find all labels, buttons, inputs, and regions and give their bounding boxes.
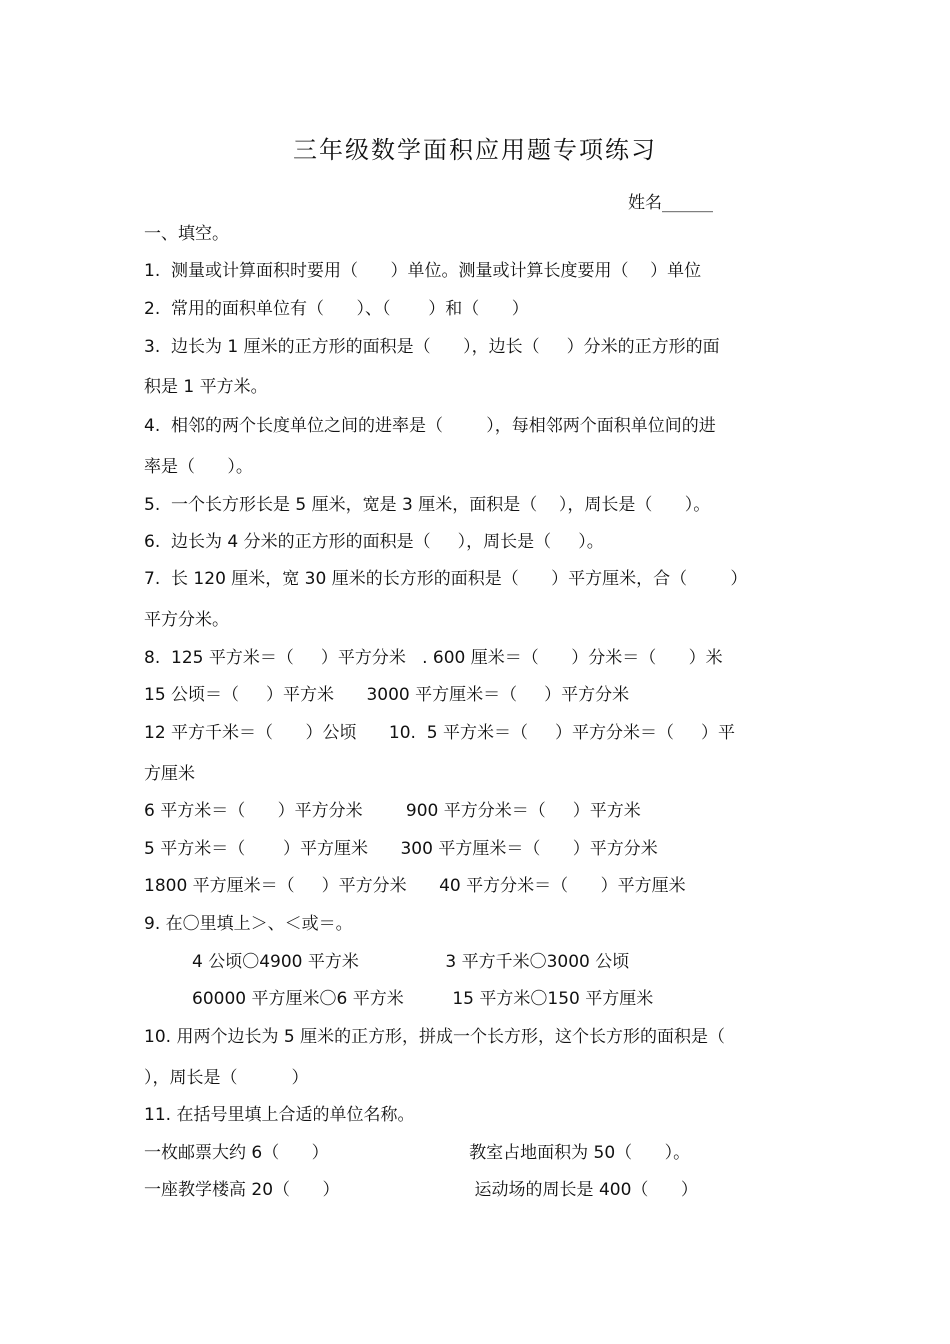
question-line: 5 平方米＝（ ）平方厘米 300 平方厘米＝（ ）平方分米 [144, 839, 658, 859]
question-line: 一座教学楼高 20（ ） 运动场的周长是 400（ ） [144, 1180, 698, 1200]
question-line: 3. 边长为 1 厘米的正方形的面积是（ ），边长（ ）分米的正方形的面 [144, 337, 720, 357]
question-line: 8. 125 平方米＝（ ）平方分米 . 600 厘米＝（ ）分米＝（ ）米 [144, 648, 723, 668]
question-line: 2. 常用的面积单位有（ ）、（ ）和（ ） [144, 299, 529, 319]
question-line: 7. 长 120 厘米，宽 30 厘米的长方形的面积是（ ）平方厘米，合（ ） [144, 569, 748, 589]
question-line: 率是（ ）。 [144, 457, 253, 477]
question-line: ），周长是（ ） [144, 1068, 309, 1088]
question-line: 平方分米。 [144, 610, 229, 630]
question-line: 11. 在括号里填上合适的单位名称。 [144, 1105, 415, 1125]
question-line: 6 平方米＝（ ）平方分米 900 平方分米＝（ ）平方米 [144, 801, 641, 821]
name-field-label: 姓名______ [628, 193, 713, 213]
question-line: 9. 在〇里填上＞、＜或＝。 [144, 914, 353, 934]
question-line: 5. 一个长方形长是 5 厘米，宽是 3 厘米，面积是（ ），周长是（ ）。 [144, 495, 711, 515]
section-heading: 一、填空。 [144, 224, 229, 244]
question-line: 15 公顷＝（ ）平方米 3000 平方厘米＝（ ）平方分米 [144, 685, 630, 705]
question-line: 1. 测量或计算面积时要用（ ）单位。测量或计算长度要用（ ）单位 [144, 261, 702, 281]
question-line: 积是 1 平方米。 [144, 377, 268, 397]
question-line: 6. 边长为 4 分米的正方形的面积是（ ），周长是（ ）。 [144, 532, 604, 552]
question-line: 4. 相邻的两个长度单位之间的进率是（ ），每相邻两个面积单位间的进 [144, 416, 716, 436]
question-line: 12 平方千米＝（ ）公顷 10. 5 平方米＝（ ）平方分米＝（ ）平 [144, 723, 735, 743]
question-line: 10. 用两个边长为 5 厘米的正方形，拼成一个长方形，这个长方形的面积是（ [144, 1027, 726, 1047]
question-line: 方厘米 [144, 764, 195, 784]
question-line: 1800 平方厘米＝（ ）平方分米 40 平方分米＝（ ）平方厘米 [144, 876, 686, 896]
comparison-line: 60000 平方厘米〇6 平方米 15 平方米〇150 平方厘米 [192, 989, 654, 1009]
comparison-line: 4 公顷〇4900 平方米 3 平方千米〇3000 公顷 [192, 952, 630, 972]
question-line: 一枚邮票大约 6（ ） 教室占地面积为 50（ ）。 [144, 1143, 691, 1163]
page-title: 三年级数学面积应用题专项练习 [293, 136, 657, 164]
